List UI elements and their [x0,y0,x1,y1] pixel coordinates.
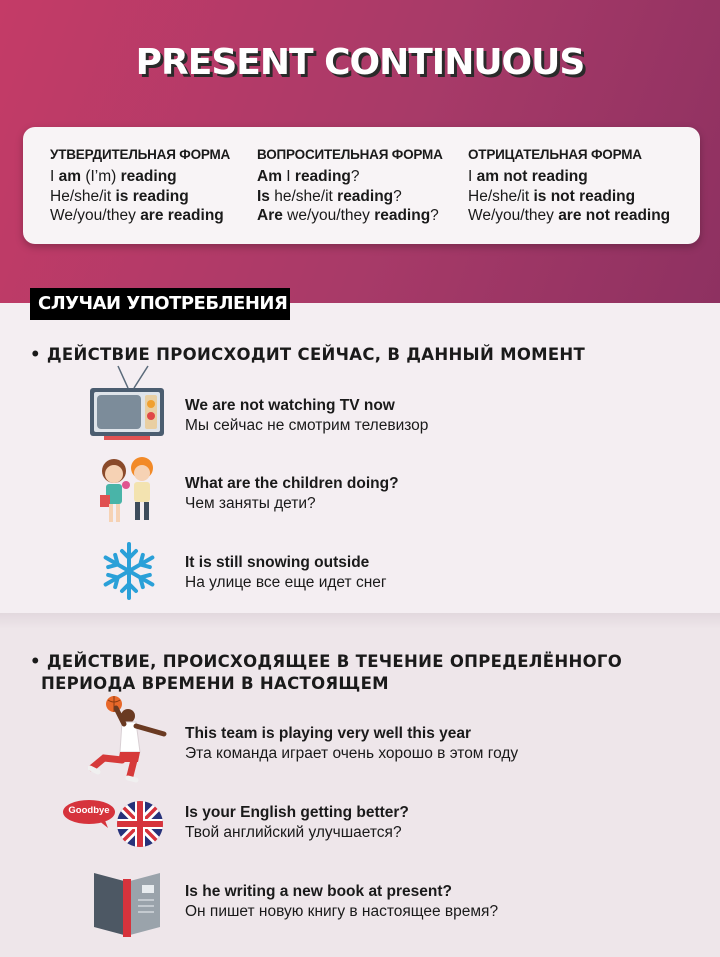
uses-label: СЛУЧАИ УПОТРЕБЛЕНИЯ [30,288,290,320]
case2-heading-line1: • ДЕЙСТВИЕ, ПРОИСХОДЯЩЕЕ В ТЕЧЕНИЕ ОПРЕДЕЛЁННОГО [30,652,623,671]
example-russian: Твой английский улучшается? [185,824,402,841]
form-bold: reading [374,207,431,224]
form-bold: am [58,168,82,185]
form-bold: is reading [115,187,189,205]
form-text: I [468,168,477,185]
form-text: He/she/it [468,187,534,205]
form-text: ? [350,168,360,185]
form-bold: reading [120,168,177,185]
form-bold: are not reading [558,207,671,224]
example-item [185,724,518,764]
speech-bubble [62,798,116,828]
form-bold: reading [337,187,394,205]
form-text: we/you/they [282,207,375,224]
form-line [50,187,230,207]
form-line [50,206,230,226]
form-heading: УТВЕРДИТЕЛЬНАЯ ФОРМА [50,147,231,162]
example-english: Is your English getting better? [185,804,409,821]
form-line [468,206,670,226]
example-english: What are the children doing? [185,475,399,492]
example-russian: Чем заняты дети? [185,495,316,512]
uk-flag-icon [116,800,164,848]
form-text: I [281,168,295,185]
speech-bubble-text: Goodbye [68,805,110,816]
form-text: ? [393,187,402,205]
form-heading: ОТРИЦАТЕЛЬНАЯ ФОРМА [468,147,642,162]
form-line [257,187,443,207]
form-line [468,167,670,187]
case2-heading-line2: ПЕРИОДА ВРЕМЕНИ В НАСТОЯЩЕМ [41,674,389,693]
form-text: I [50,168,59,185]
form-column-affirmative [50,147,230,226]
form-text: He/she/it [50,187,116,205]
form-text: (I’m) [81,168,121,185]
form-column-interrogative [257,147,443,226]
form-heading: ВОПРОСИТЕЛЬНАЯ ФОРМА [257,147,443,162]
example-english: It is still snowing outside [185,554,370,571]
form-bold: am not reading [476,168,588,185]
form-text: We/you/they [468,207,559,224]
form-line [257,206,443,226]
example-russian: Мы сейчас не смотрим телевизор [185,417,429,434]
forms-card [23,127,700,244]
example-russian: На улице все еще идет снег [185,574,387,591]
form-bold: reading [294,168,351,185]
example-russian: Он пишет новую книгу в настоящее время? [185,903,499,920]
example-item [185,553,387,593]
form-text: ? [430,207,439,224]
tv-icon [88,362,166,442]
example-item [185,882,498,922]
form-column-negative [468,147,670,226]
form-text: We/you/they [50,207,141,224]
form-bold: Am [257,168,282,185]
example-item [185,474,399,514]
form-bold: is not reading [533,187,636,205]
section-divider [0,613,720,629]
form-bold: are reading [140,207,224,224]
snowflake-icon [103,541,155,601]
form-bold: Are [257,207,283,224]
example-english: We are not watching TV now [185,397,395,414]
book-icon [90,863,164,937]
example-item [185,396,428,436]
example-english: This team is playing very well this year [185,725,472,742]
example-english: Is he writing a new book at present? [185,883,452,900]
form-bold: Is [257,187,270,205]
page-title: PRESENT CONTINUOUS [135,42,585,83]
children-icon [96,455,162,527]
form-line [50,167,230,187]
example-item [185,803,409,843]
case1-heading: • ДЕЙСТВИЕ ПРОИСХОДИТ СЕЙЧАС, В ДАННЫЙ МОМЕНТ [30,345,586,364]
form-text: he/she/it [269,187,338,205]
form-line [257,167,443,187]
example-russian: Эта команда играет очень хорошо в этом году [185,745,519,762]
form-line [468,187,670,207]
basketball-player-icon [88,694,168,784]
